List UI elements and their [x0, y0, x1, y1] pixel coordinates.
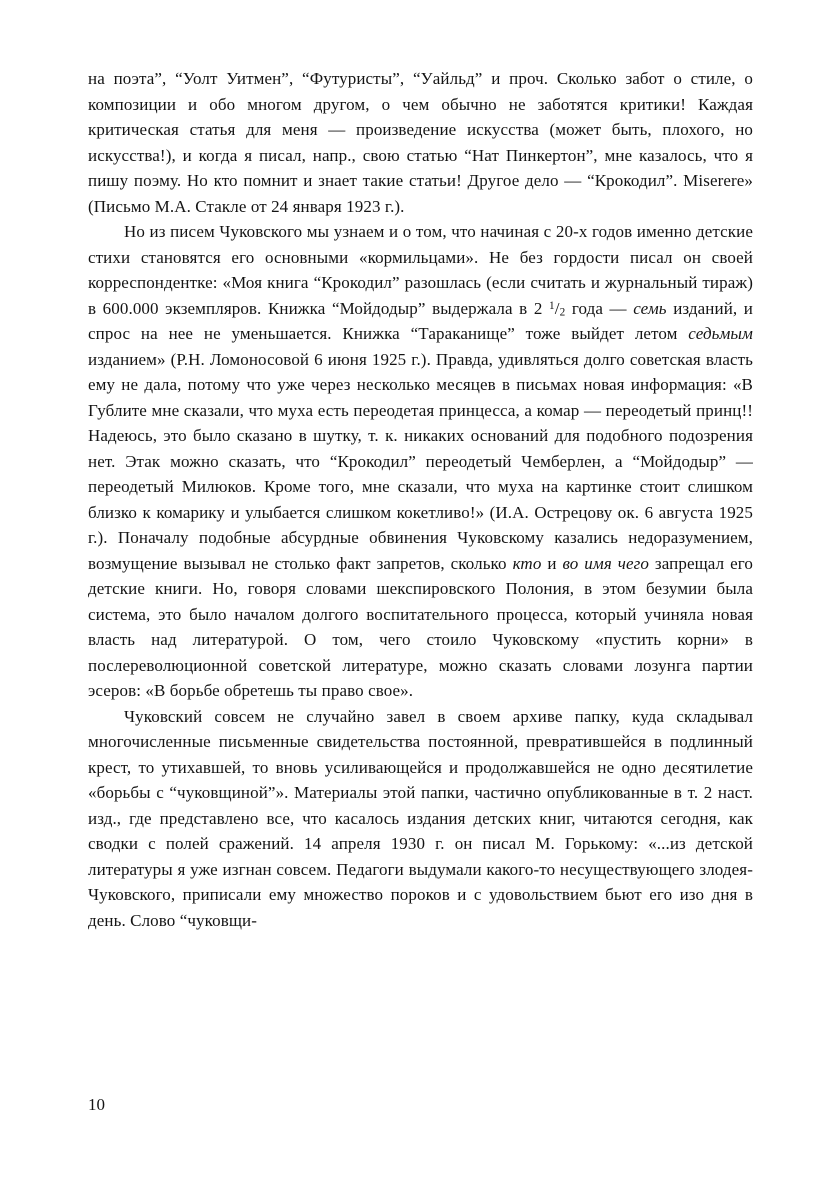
text-run: седьмым [688, 324, 753, 343]
text-run: на поэта”, “Уолт Уитмен”, “Футуристы”, “Уайльд” и проч. Сколько забот о стиле, о композиции и обо многом другом, о чем обычно не заботятся критики! Каждая критическая статья для меня — произведение искусства (может быть, плохого, но искусства!), и когда я писал, напр., свою статью “Нат Пинкертон”, мне казалось, что я пишу поэму. Но кто помнит и знает такие статьи! Другое дело — “Крокодил”. Miserere» (Письмо М.А. Стакле от 24 января 1923 г.). [88, 69, 753, 216]
text-run: семь [633, 298, 667, 318]
paragraph [88, 704, 753, 934]
text-run: Чуковский совсем не случайно завел в своем архиве папку, куда складывал многочисленные письменные свидетельства постоянной, превратившейся в подлинный крест, то утихавшей, то вновь усиливающейся и продолжавшейся не одно десятилетие «борьбы с “чуковщиной”». Материалы этой папки, частично опубликованные в т. 2 наст. изд., где представлено все, что касалось издания детских книг, читаются сегодня, как сводки с полей сражений. 14 апреля 1930 г. он писал М. Горькому: «...из детской литературы я уже изгнан совсем. Педагоги выдумали какого-то несуществующего злодея-Чуковского, приписали ему множество пороков и с удовольствием бьют его изо дня в день. Слово “чуковщи- [88, 706, 753, 930]
text-run: и [541, 553, 563, 573]
paragraph [88, 219, 753, 704]
page-text [88, 66, 753, 933]
text-run: изданий, и спрос на нее не уменьшается. Книжка “Тараканище” тоже выйдет летом [88, 298, 753, 343]
text-run: года — [565, 298, 634, 318]
text-run: / [554, 298, 560, 318]
text-run: запрещал его детские книги. Но, говоря словами шекспировского Полония, в этом безумии была система, это было началом долгого воспитательного процесса, который учиняла новая власть над литературой. О том, чего стоило Чуковскому «пустить корни» в послереволюционной советской литературе, можно сказать словами лозунга партии эсеров: «В борьбе обретешь ты право свое». [88, 553, 754, 700]
paragraph [88, 66, 753, 219]
text-run: Но из писем Чуковского мы узнаем и о том, что начиная с 20-х годов именно детские стихи становятся его основными «кормильцами». Не без гордости писал он своей корреспондентке: «Моя книга “Крокодил” разошлась (если считать и журнальный тираж) в 600.000 экземпляров. Книжка “Мойдодыр” выдержала в 2 [88, 222, 753, 318]
text-run: кто [512, 553, 542, 573]
text-run: во имя чего [562, 553, 649, 573]
text-run: изданием» (Р.Н. Ломоносовой 6 июня 1925 г.). Правда, удивляться долго советская власть ему не дала, потому что уже через несколько месяцев в письмах новая информация: «В Гублите мне сказали, что муха есть переодетая принцесса, а комар — переодетый принц!! Надеюсь, это было сказано в шутку, т. к. никаких оснований для подобного подозрения нет. Этак можно сказать, что “Крокодил” переодетый Чемберлен, а “Мойдодыр” — переодетый Милюков. Кроме того, мне сказали, что муха на картинке стоит слишком близко к комарику и улыбается слишком кокетливо!» (И.А. Острецову ок. 6 августа 1925 г.). Поначалу подобные абсурдные обвинения Чуковскому казались недоразумением, возмущение вызывал не столько факт запретов, сколько [88, 349, 753, 573]
text-run: 2 [559, 306, 566, 319]
page-number: 10 [88, 1095, 105, 1114]
text-run: 1 [549, 299, 555, 312]
